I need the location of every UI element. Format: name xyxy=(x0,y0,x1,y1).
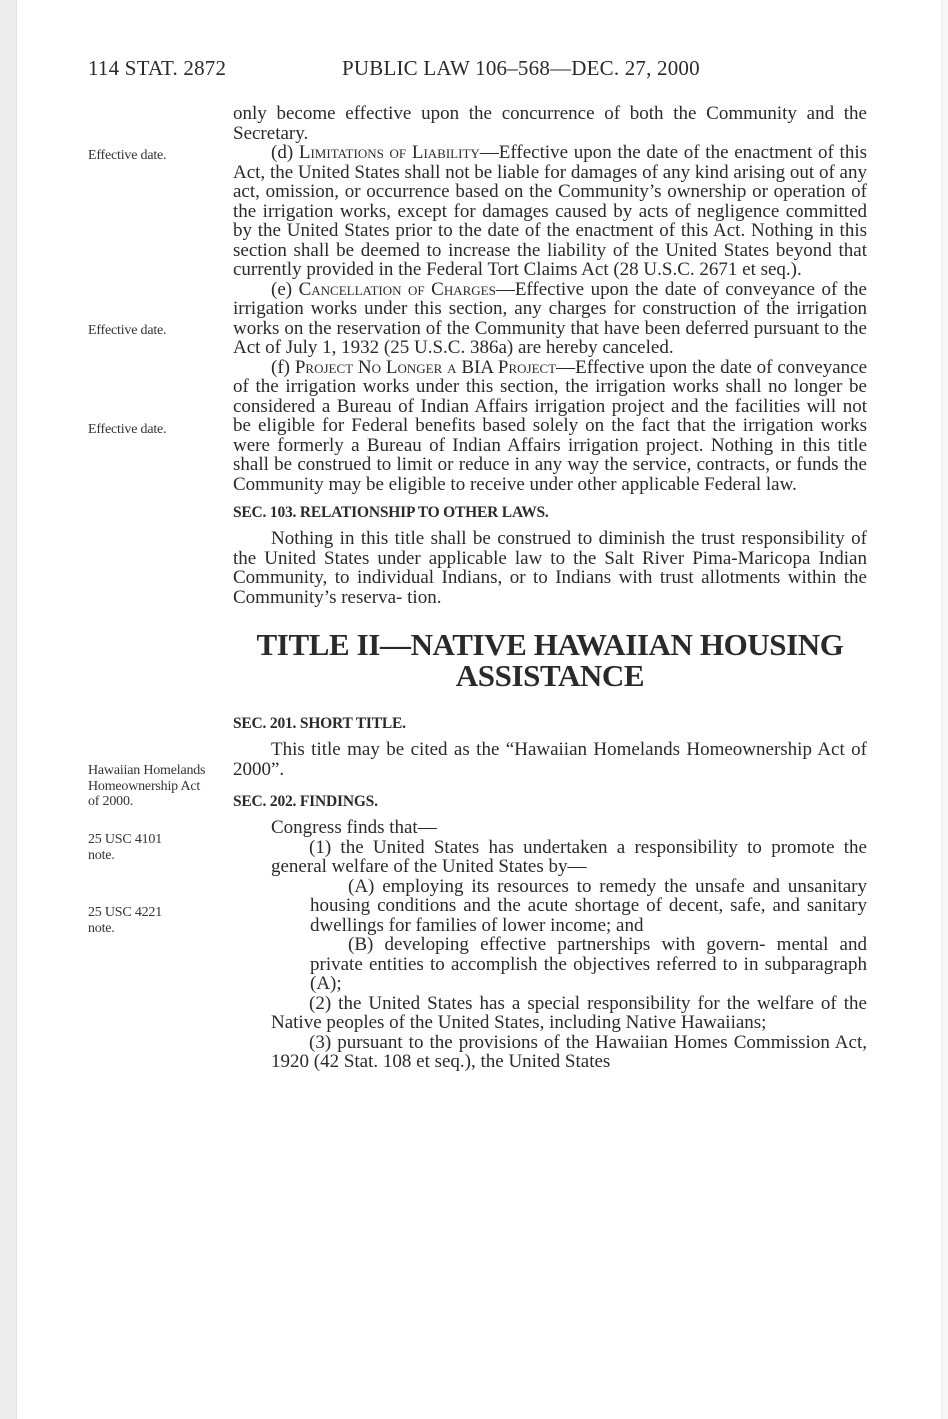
finding-1: (1) the United States has undertaken a responsibility to promote the general welfare of the United States by— xyxy=(271,836,867,877)
finding-2: (2) the United States has a special responsibility for the welfare of the Native peoples of the United States, including Native Hawaiians; xyxy=(271,992,867,1033)
margin-note-effective-date-e: Effective date. xyxy=(88,323,167,338)
section-202-heading: SEC. 202. FINDINGS. xyxy=(233,793,378,810)
finding-2-3-block xyxy=(271,994,867,1072)
margin-note-effective-date-f: Effective date. xyxy=(88,422,167,437)
continuation-paragraph: only become effective upon the concurrence of both the Community and the Secretary. xyxy=(233,103,867,144)
subsection-d-heading: Limitations of Liability xyxy=(298,142,480,163)
stat-citation: 114 STAT. 2872 xyxy=(88,56,227,80)
subsection-e xyxy=(233,280,867,358)
margin-note-act-name: Hawaiian Homelands Homeownership Act of 2000. xyxy=(88,763,206,809)
subsection-e-heading: Cancellation of Charges xyxy=(298,278,496,300)
public-law-citation: PUBLIC LAW 106–568—DEC. 27, 2000 xyxy=(342,56,700,80)
subsection-f-heading: Project No Longer a BIA Project xyxy=(294,356,557,378)
running-head xyxy=(88,56,700,81)
subsection-e-label: (e) xyxy=(271,278,293,300)
subsection-f xyxy=(233,358,867,495)
finding-1b: (B) developing effective partnerships with govern- mental and private entities to accomplish the objectives referred to in subparagraph (A); xyxy=(310,934,867,994)
section-103-heading: SEC. 103. RELATIONSHIP TO OTHER LAWS. xyxy=(233,504,549,521)
page-body xyxy=(233,104,867,1072)
section-202-intro: Congress finds that— xyxy=(271,817,437,838)
scan-edge-left xyxy=(0,0,17,1419)
section-201-text: This title may be cited as the “Hawaiian Homelands Homeownership Act of 2000”. xyxy=(233,739,867,780)
margin-note-usc-4221: 25 USC 4221 note. xyxy=(88,905,163,936)
section-201-heading: SEC. 201. SHORT TITLE. xyxy=(233,715,406,732)
subsection-f-text: —Effective upon the date of conveyance of the irrigation works under this section, the irrigation works shall no longer be considered a Bureau of Indian Affairs irrigation project and the facilities will not be eligible for Federal benefits based solely on the fact that the irrigation works were formerly a Bureau of Indian Affairs irrigation project. Nothing in this title shall be construed to limit or reduce in any way the service, contracts, or funds the Community may be eligible to receive under other applicable Federal law. xyxy=(233,356,868,495)
finding-1a: (A) employing its resources to remedy the unsafe and unsanitary housing conditions and the acute shortage of decent, safe, and sanitary dwellings for families of lower income; and xyxy=(310,875,867,936)
title-ii-line1: TITLE II—NATIVE HAWAIIAN HOUSING xyxy=(256,627,844,662)
subsection-d xyxy=(233,143,867,280)
scan-edge-right xyxy=(941,0,948,1419)
margin-note-usc-4101: 25 USC 4101 note. xyxy=(88,832,163,863)
title-ii-line2: ASSISTANCE xyxy=(455,658,645,693)
subsection-d-label: (d) xyxy=(271,142,294,163)
finding-3: (3) pursuant to the provisions of the Hawaiian Homes Commission Act, 1920 (42 Stat. 108 et seq.), the United States xyxy=(271,1031,867,1072)
subsection-e-text: —Effective upon the date of conveyance of the irrigation works under this section, any charges for construction of the irrigation works on the reservation of the Community that have been deferred pursuant to the Act of July 1, 1932 (25 U.S.C. 386a) are hereby canceled. xyxy=(233,278,867,358)
finding-1-block xyxy=(271,838,867,877)
section-103-text: Nothing in this title shall be construed to diminish the trust responsibility of the United States under applicable law to the Salt River Pima-Maricopa Indian Community, to individual Indians, or to Indians with trust allotments within the Community’s reserva- tion. xyxy=(233,528,867,608)
title-ii-heading xyxy=(233,629,867,691)
subsection-f-label: (f) xyxy=(271,356,290,378)
margin-note-effective-date-d: Effective date. xyxy=(88,148,167,163)
subsection-d-text: —Effective upon the date of the enactment of this Act, the United States shall not be liable for damages of any kind arising out of any act, omission, or occurrence based on the Community’s ownership or operation of the irrigation works, except for damages caused by acts of negligence committed by the United States prior to the date of the enactment of this Act. Nothing in this section shall be deemed to increase the liability of the United States beyond that currently provided in the Federal Tort Claims Act (28 U.S.C. 2671 et seq.). xyxy=(233,142,867,280)
finding-1a-block xyxy=(310,877,867,994)
